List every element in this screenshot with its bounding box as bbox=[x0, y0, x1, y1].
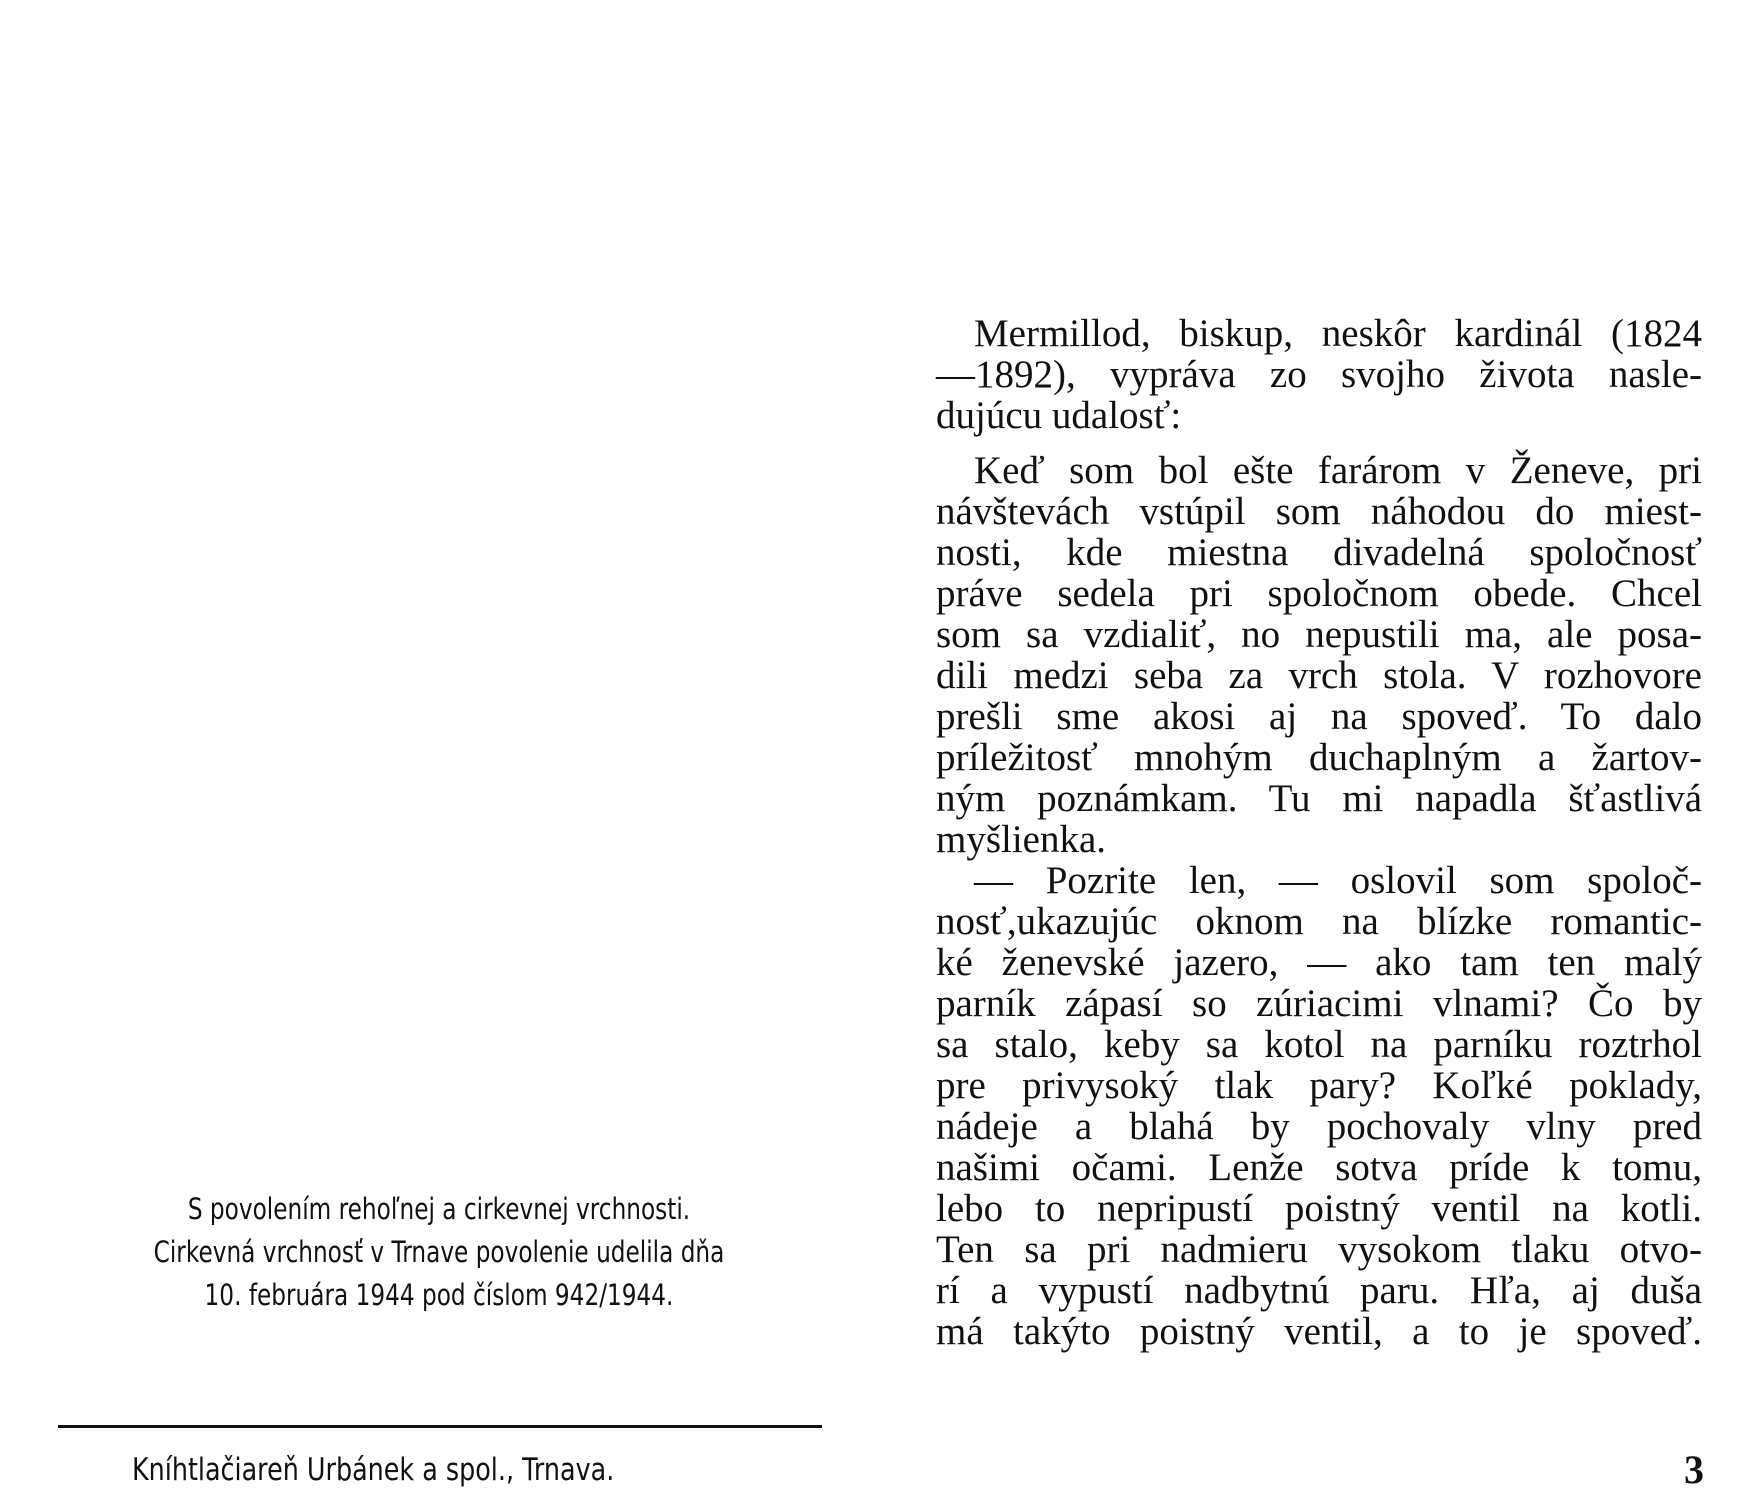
paragraph-gap bbox=[936, 436, 1702, 450]
text-line: príležitosť mnohým duchaplným a žartov- bbox=[936, 736, 1702, 779]
text-line: pre privysoký tlak pary? Koľké poklady, bbox=[936, 1064, 1702, 1107]
text-line: lebo to nepripustí poistný ventil na kotli. bbox=[936, 1187, 1702, 1230]
text-line: návštevách vstúpil som náhodou do miest- bbox=[936, 490, 1702, 533]
divider-rule bbox=[58, 1425, 822, 1428]
text-line: parník zápasí so zúriacimi vlnami? Čo by bbox=[936, 982, 1702, 1025]
body-text bbox=[936, 313, 1702, 1352]
paragraph bbox=[936, 450, 1702, 860]
text-line: ké ženevské jazero, — ako tam ten malý bbox=[936, 941, 1702, 984]
text-line: som sa vzdialiť, no nepustili ma, ale posa- bbox=[936, 613, 1702, 656]
text-line: Mermillod, biskup, neskôr kardinál (1824 bbox=[974, 312, 1702, 355]
text-line: má takýto poistný ventil, a to je spoveď. bbox=[936, 1310, 1702, 1353]
imprimatur-line: S povolením rehoľnej a cirkevnej vrchnosti. bbox=[187, 1192, 691, 1226]
text-line: nosť,ukazujúc oknom na blízke romantic- bbox=[936, 900, 1702, 943]
text-line: práve sedela pri spoločnom obede. Chcel bbox=[936, 572, 1702, 615]
text-line: prešli sme akosi aj na spoveď. To dalo bbox=[936, 695, 1702, 738]
text-line: sa stalo, keby sa kotol na parníku roztrhol bbox=[936, 1023, 1702, 1066]
text-line: ným poznámkam. Tu mi napadla šťastlivá bbox=[936, 777, 1702, 820]
text-line: dili medzi seba za vrch stola. V rozhovore bbox=[936, 654, 1702, 697]
printer-imprint: Kníhtlačiareň Urbánek a spol., Trnava. bbox=[132, 1452, 615, 1488]
text-line: rí a vypustí nadbytnú paru. Hľa, aj duša bbox=[936, 1269, 1702, 1312]
text-line: dujúcu udalosť: bbox=[936, 394, 1182, 437]
text-line: —1892), vypráva zo svojho života nasle- bbox=[936, 353, 1702, 396]
imprimatur-line: Cirkevná vrchnosť v Trnave povolenie udelila dňa bbox=[153, 1235, 725, 1269]
text-line: našimi očami. Lenže sotva príde k tomu, bbox=[936, 1146, 1702, 1189]
text-line: nosti, kde miestna divadelná spoločnosť bbox=[936, 531, 1702, 574]
page-number: 3 bbox=[1684, 1447, 1704, 1492]
text-line: Ten sa pri nadmieru vysokom tlaku otvo- bbox=[936, 1228, 1702, 1271]
imprimatur-line: 10. februára 1944 pod číslom 942/1944. bbox=[204, 1278, 674, 1312]
text-line: nádeje a blahá by pochovaly vlny pred bbox=[936, 1105, 1702, 1148]
text-line: myšlienka. bbox=[936, 818, 1107, 861]
imprimatur-notice bbox=[133, 1188, 746, 1317]
text-line: Keď som bol ešte farárom v Ženeve, pri bbox=[974, 449, 1702, 492]
paragraph bbox=[936, 860, 1702, 1352]
right-page bbox=[876, 0, 1752, 1500]
text-line: — Pozrite len, — oslovil som spoloč- bbox=[974, 859, 1702, 902]
paragraph bbox=[936, 313, 1702, 436]
